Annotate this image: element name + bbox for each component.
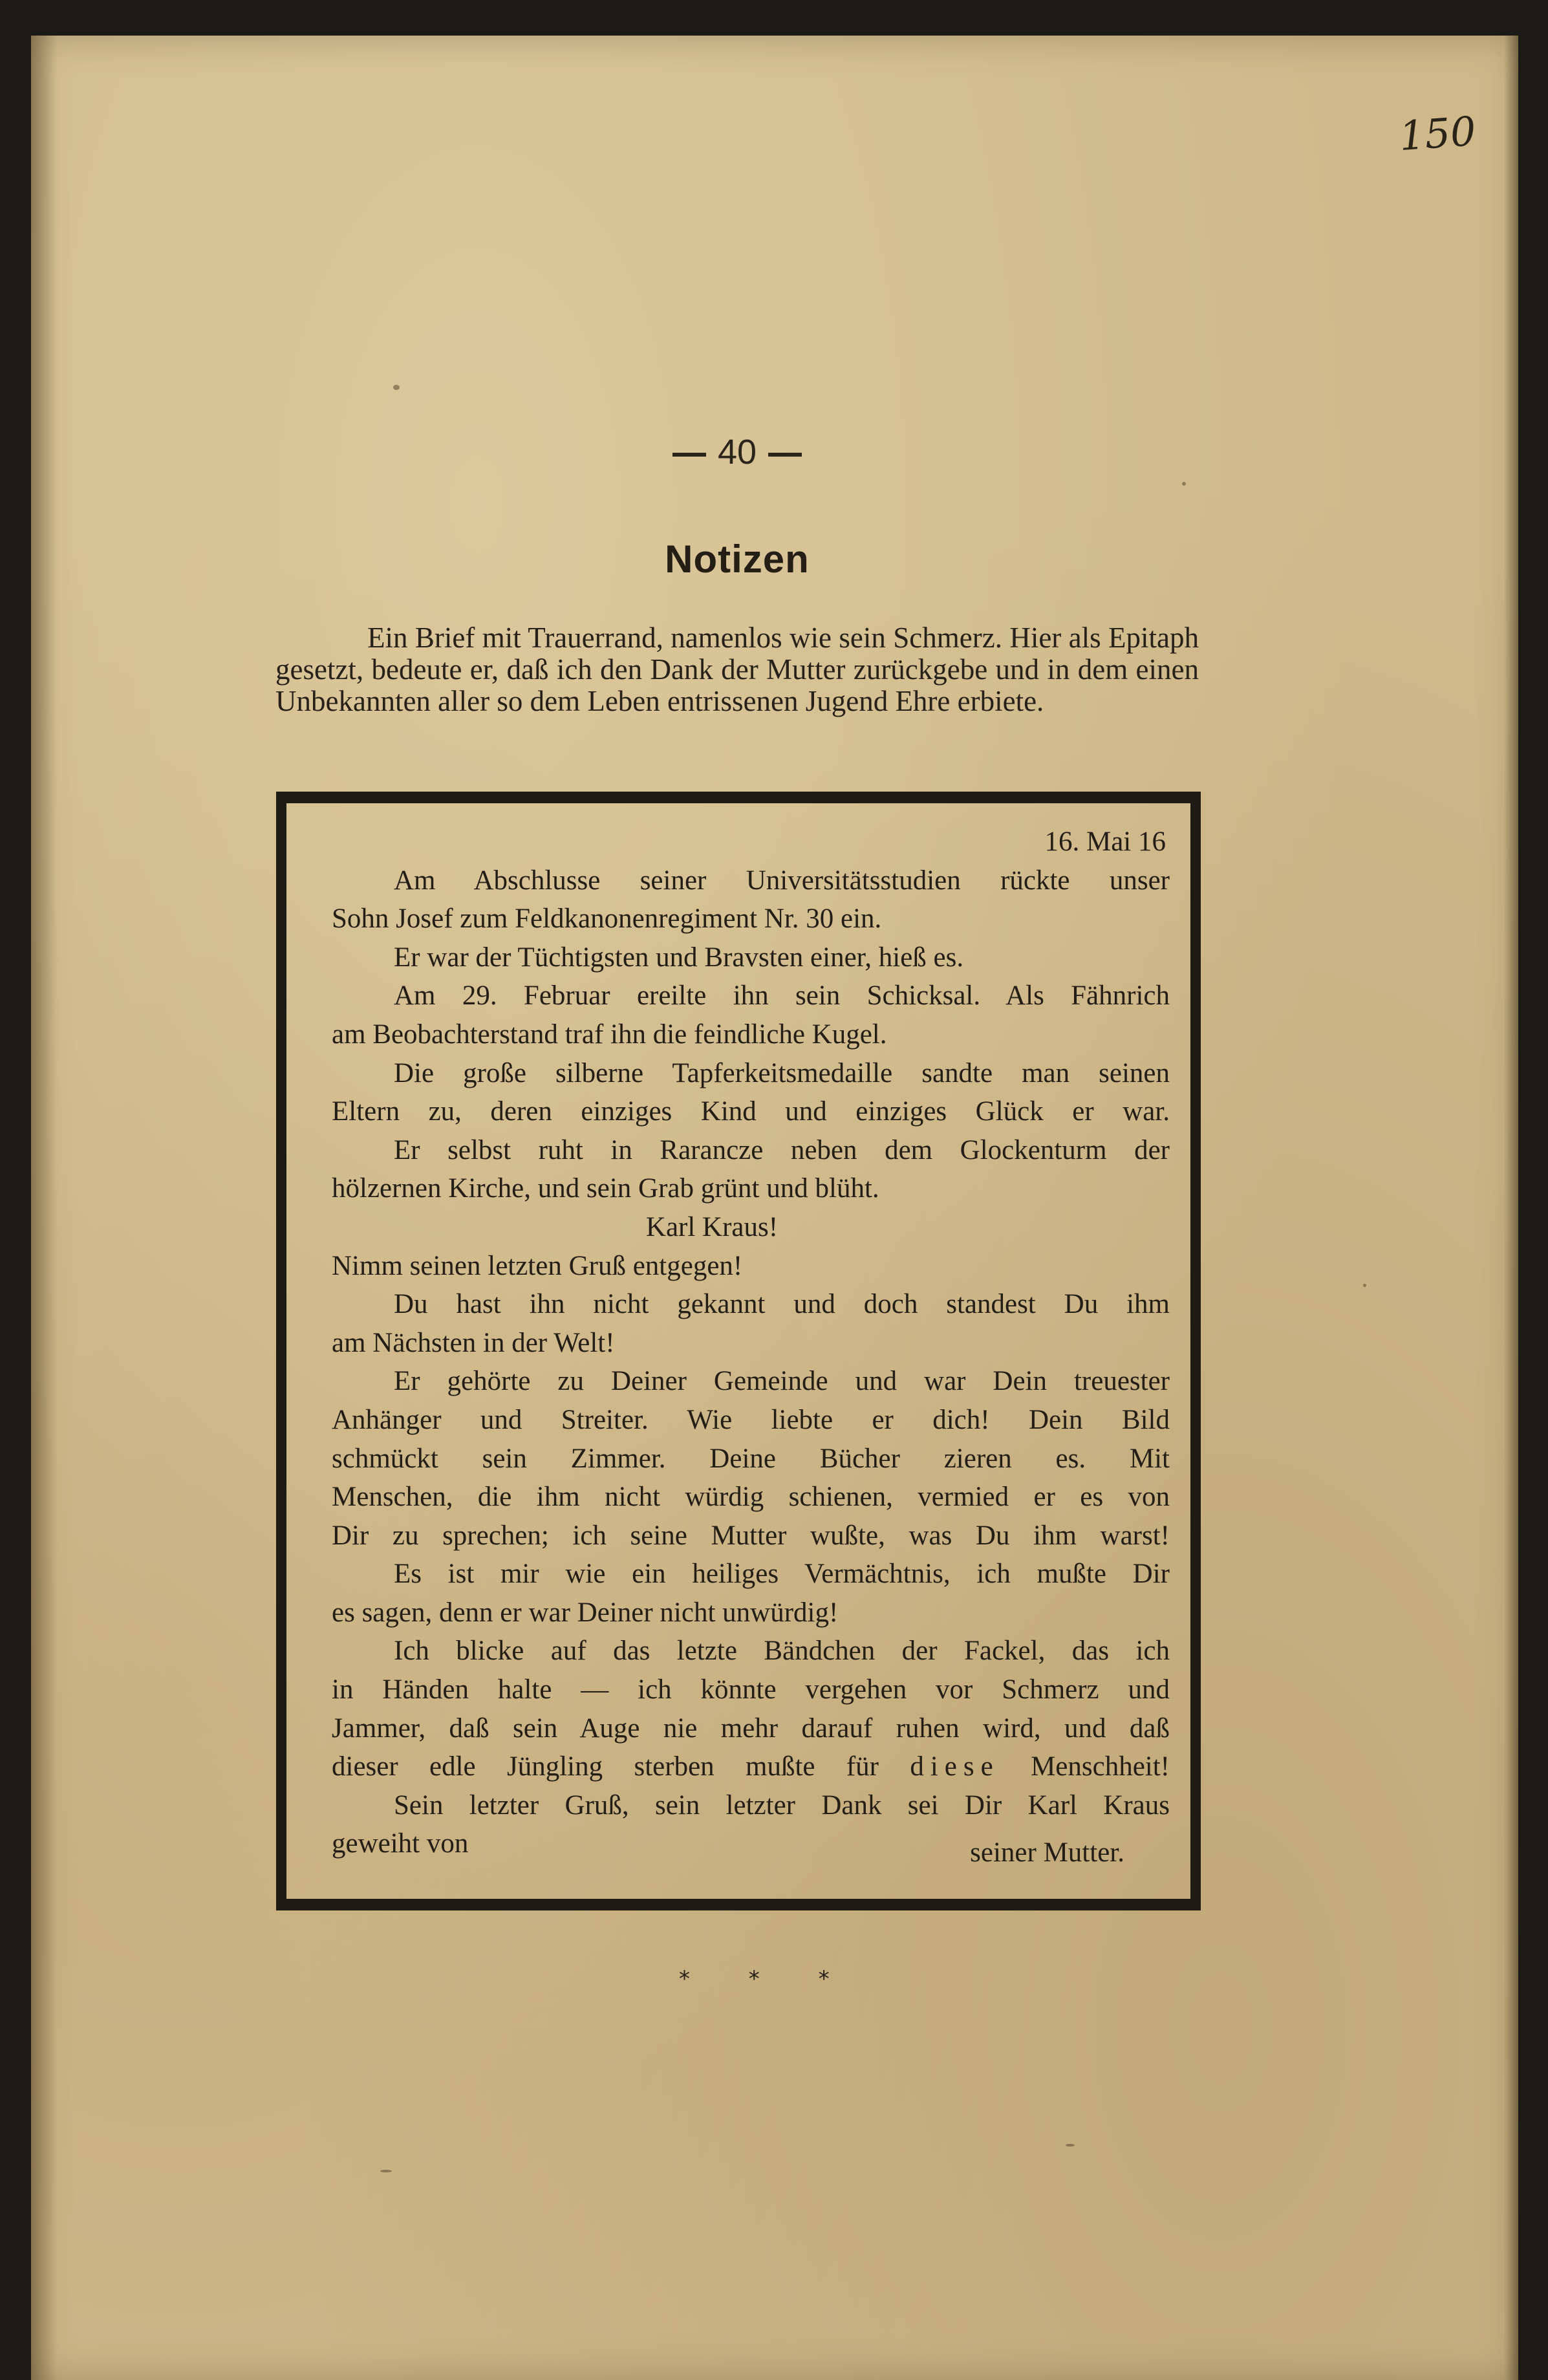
notice-line: am Beobachterstand traf ihn die feindliche Kugel. <box>332 1019 887 1050</box>
archive-number-handwritten: 150 <box>1397 107 1478 160</box>
notice-closing <box>332 1824 1170 1868</box>
notice-line: in Händen halte — ich könnte vergehen vor Schmerz und <box>332 1674 1170 1705</box>
dash-right <box>768 453 802 457</box>
intro-text: Ein Brief mit Trauerrand, namenlos wie sein Schmerz. Hier als Epitaph gesetzt, bedeute er, daß ich den Dank der Mutter zurückgebe und in dem einen Unbekannten aller so dem Leben entrissenen Jugend Ehre erbiete. <box>275 622 1199 717</box>
notice-line: Dir zu sprechen; ich seine Mutter wußte, was Du ihm warst! <box>332 1520 1170 1551</box>
section-divider-asterisks <box>672 1966 855 2018</box>
mourning-notice-frame <box>276 792 1201 1910</box>
notice-line: Menschen, die ihm nicht würdig schienen, vermied er es von <box>332 1482 1170 1513</box>
notice-line: Er gehörte zu Deiner Gemeinde und war Dein treuester <box>394 1366 1170 1397</box>
notice-line: Ich blicke auf das letzte Bändchen der Fackel, das ich <box>394 1636 1170 1667</box>
notice-line: schmückt sein Zimmer. Deine Bücher zieren es. Mit <box>332 1443 1170 1474</box>
notice-line-emphasis <box>332 1747 1170 1786</box>
closing-text: geweiht von <box>332 1828 469 1859</box>
notice-line: Jammer, daß sein Auge nie mehr darauf ruhen wird, und daß <box>332 1713 1170 1744</box>
notice-date: 16. Mai 16 <box>1044 827 1166 857</box>
page-title: Notizen <box>665 537 810 581</box>
notice-line: am Nächsten in der Welt! <box>332 1327 615 1358</box>
notice-line: Die große silberne Tapferkeitsmedaille sandte man seinen <box>394 1057 1170 1088</box>
intro-paragraph <box>275 622 1199 717</box>
notice-line: Du hast ihn nicht gekannt und doch standest Du ihm <box>394 1289 1170 1320</box>
notice-line: Sein letzter Gruß, sein letzter Dank sei Dir Karl Kraus <box>394 1790 1170 1821</box>
notice-salutation: Karl Kraus! <box>645 1211 779 1242</box>
notice-line: Sohn Josef zum Feldkanonenregiment Nr. 30 ein. <box>332 903 882 935</box>
mourning-notice-text <box>332 823 1170 1868</box>
notice-line: Eltern zu, deren einziges Kind und einziges Glück er war. <box>332 1096 1170 1127</box>
page-gutter-shadow <box>31 36 57 2380</box>
page-number-value: 40 <box>717 433 757 471</box>
notice-line: Anhänger und Streiter. Wie liebte er dich! Dein Bild <box>332 1404 1170 1435</box>
page-edge-shadow <box>1504 36 1518 2380</box>
notice-line-pre: dieser edle Jüngling sterben mußte für <box>332 1751 879 1782</box>
notice-line: hölzernen Kirche, und sein Grab grünt und blüht. <box>332 1173 879 1204</box>
notice-line: Er selbst ruht in Rarancze neben dem Glockenturm der <box>394 1134 1170 1165</box>
notice-line: Er war der Tüchtigsten und Bravsten einer, hieß es. <box>394 942 964 973</box>
notice-line: Am 29. Februar ereilte ihn sein Schicksal. Als Fähnrich <box>394 980 1170 1012</box>
page-number <box>653 432 821 472</box>
spaced-emphasis: diese <box>910 1751 1000 1782</box>
notice-line: es sagen, denn er war Deiner nicht unwürdig! <box>332 1597 839 1628</box>
signature: seiner Mutter. <box>970 1837 1124 1868</box>
notice-line-post: Menschheit! <box>1031 1751 1170 1782</box>
notice-line: Am Abschlusse seiner Universitätsstudien rückte unser <box>394 865 1170 896</box>
notice-line: Es ist mir wie ein heiliges Vermächtnis, ich mußte Dir <box>394 1559 1170 1590</box>
divider-asterisks: * * * <box>679 1966 855 1992</box>
dash-left <box>672 453 706 457</box>
notice-line: Nimm seinen letzten Gruß entgegen! <box>332 1250 743 1281</box>
